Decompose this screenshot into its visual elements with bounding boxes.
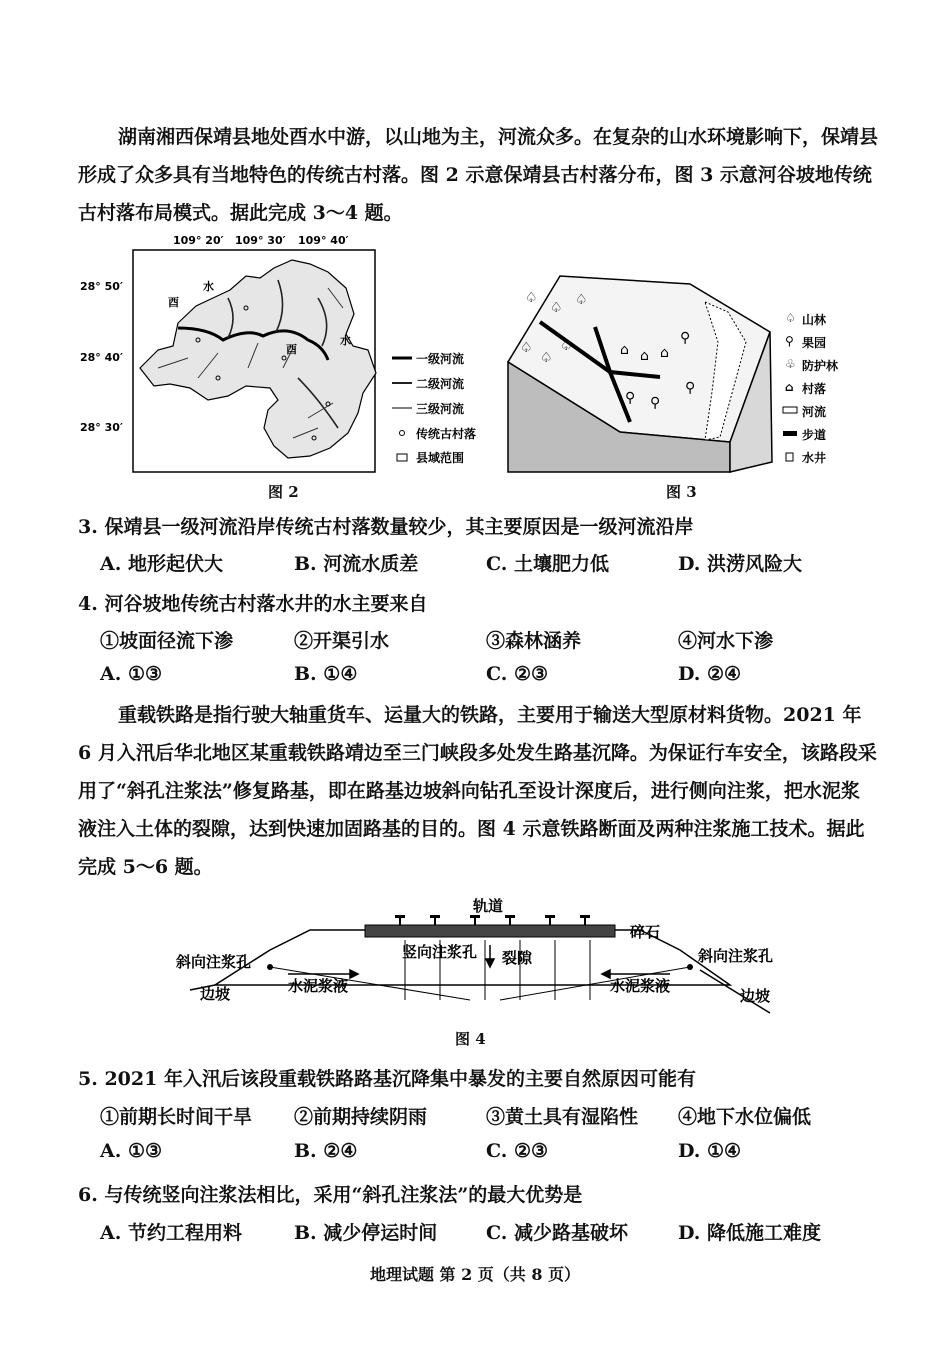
q4-item-1: ①坡面径流下渗: [100, 630, 234, 652]
q3-option-b: B. 河流水质差: [294, 553, 419, 575]
figure-2-caption: 图 2: [268, 483, 299, 501]
label-left-grout: 水泥浆液: [288, 977, 349, 995]
label-right-slant-hole: 斜向注浆孔: [698, 947, 774, 965]
q3-option-c: C. 土壤肥力低: [486, 553, 610, 575]
legend-well: 水井: [802, 451, 827, 465]
legend-trail: 步道: [802, 428, 827, 442]
q3-option-a: A. 地形起伏大: [100, 553, 223, 575]
label-gravel: 碎石: [630, 923, 661, 941]
legend-shelterbelt: 防护林: [802, 359, 839, 373]
q5-option-c: C. ②③: [486, 1140, 549, 1162]
svg-text:♤: ♤: [540, 350, 553, 366]
q4-item-2: ②开渠引水: [294, 630, 390, 652]
river-label-3: 酉: [286, 343, 297, 356]
svg-text:♤: ♤: [575, 292, 588, 308]
svg-text:⚲: ⚲: [685, 380, 696, 396]
label-track: 轨道: [473, 897, 504, 915]
figure-4-railway-section: [170, 895, 790, 1025]
lon-label-3: 109° 40′: [298, 234, 349, 247]
svg-text:⚲: ⚲: [680, 330, 691, 346]
svg-text:♧: ♧: [785, 357, 796, 371]
q4-option-c: C. ②③: [486, 663, 549, 685]
q5-option-b: B. ②④: [294, 1140, 358, 1162]
q4-item-3: ③森林涵养: [486, 630, 582, 652]
label-right-grout: 水泥浆液: [610, 977, 671, 995]
legend-river: 河流: [802, 405, 827, 419]
river-label-2: 水: [203, 280, 214, 293]
question-3-stem: 3. 保靖县一级河流沿岸传统古村落数量较少，其主要原因是一级河流沿岸: [78, 516, 694, 538]
figure-2-map: [78, 228, 477, 498]
q6-option-c: C. 减少路基破坏: [486, 1222, 629, 1244]
lat-label-1: 28° 50′: [80, 280, 123, 293]
q5-item-2: ②前期持续阴雨: [294, 1106, 428, 1128]
county-boundary: [140, 260, 376, 458]
label-left-slope: 边坡: [200, 985, 231, 1003]
q4-option-b: B. ①④: [294, 663, 358, 685]
river-label-1: 酉: [168, 296, 179, 309]
q5-item-4: ④地下水位偏低: [678, 1106, 812, 1128]
passage-1: 湖南湘西保靖县地处酉水中游，以山地为主，河流众多。在复杂的山水环境影响下，保靖县形成了众多具有当地特色的传统古村落。图 2 示意保靖县古村落分布，图 3 示意河谷坡地传统古村落布局模式。据此完成 3～4 题。: [78, 126, 879, 224]
question-4-stem: 4. 河谷坡地传统古村落水井的水主要来自: [78, 593, 428, 615]
lon-label-1: 109° 20′: [173, 234, 224, 247]
q4-option-d: D. ②④: [678, 663, 742, 685]
legend-level1: 一级河流: [416, 352, 465, 366]
lat-label-3: 28° 30′: [80, 421, 123, 434]
q5-option-a: A. ①③: [100, 1140, 163, 1162]
q4-option-a: A. ①③: [100, 663, 163, 685]
label-vertical-hole: 竖向注浆孔: [402, 943, 478, 961]
legend-settlement: 村落: [802, 382, 827, 396]
svg-text:⚲: ⚲: [650, 395, 661, 411]
svg-text:♤: ♤: [785, 311, 796, 325]
svg-text:♤: ♤: [560, 338, 573, 354]
svg-text:⚲: ⚲: [785, 334, 794, 348]
legend-level2: 二级河流: [416, 377, 465, 391]
river-label-4: 水: [340, 334, 351, 347]
q6-option-b: B. 减少停运时间: [294, 1222, 438, 1244]
q5-option-d: D. ①④: [678, 1140, 742, 1162]
q3-option-d: D. 洪涝风险大: [678, 553, 803, 575]
q6-option-d: D. 降低施工难度: [678, 1222, 822, 1244]
page-footer: 地理试题 第 2 页（共 8 页）: [369, 1265, 581, 1284]
svg-text:♤: ♤: [525, 290, 538, 306]
svg-text:⌂: ⌂: [620, 342, 629, 358]
q5-item-1: ①前期长时间干旱: [100, 1106, 253, 1128]
legend-forest: 山林: [802, 313, 827, 327]
legend-village: 传统古村落: [416, 427, 477, 441]
figure-4-caption: 图 4: [455, 1030, 486, 1048]
lat-label-2: 28° 40′: [80, 351, 123, 364]
question-6-stem: 6. 与传统竖向注浆法相比，采用“斜孔注浆法”的最大优势是: [78, 1184, 583, 1206]
svg-text:♤: ♤: [520, 340, 533, 356]
svg-text:⌂: ⌂: [640, 348, 649, 364]
svg-text:⚲: ⚲: [625, 390, 636, 406]
figure-3-caption: 图 3: [666, 483, 697, 501]
label-crack: 裂隙: [502, 949, 533, 967]
label-left-slant-hole: 斜向注浆孔: [176, 953, 252, 971]
figure-3-block-diagram: [500, 262, 872, 476]
lon-label-2: 109° 30′: [235, 234, 286, 247]
svg-text:⌂: ⌂: [785, 380, 794, 394]
svg-text:⌂: ⌂: [660, 345, 669, 361]
question-5-stem: 5. 2021 年入汛后该段重载铁路路基沉降集中暴发的主要自然原因可能有: [78, 1068, 696, 1090]
passage-2: 重载铁路是指行驶大轴重货车、运量大的铁路，主要用于输送大型原材料货物。2021 年 6 月入汛后华北地区某重载铁路靖边至三门峡段多处发生路基沉降。为保证行车安全，该路段采用了“斜孔注浆法”修复路基，即在路基边坡斜向钻孔至设计深度后，进行侧向注浆，把水泥浆液注入土体的裂隙，达到快速加固路基的目的。图 4 示意铁路断面及两种注浆施工技术。据此完成 5～6 题。: [78, 704, 877, 878]
q6-option-a: A. 节约工程用料: [100, 1222, 242, 1244]
legend-county: 县域范围: [416, 451, 465, 465]
label-right-slope: 边坡: [740, 987, 771, 1005]
svg-text:♤: ♤: [550, 300, 563, 316]
q5-item-3: ③黄土具有湿陷性: [486, 1106, 639, 1128]
legend-level3: 三级河流: [416, 402, 465, 416]
legend-orchard: 果园: [802, 336, 827, 350]
ballast: [365, 925, 615, 937]
q4-item-4: ④河水下渗: [678, 630, 774, 652]
